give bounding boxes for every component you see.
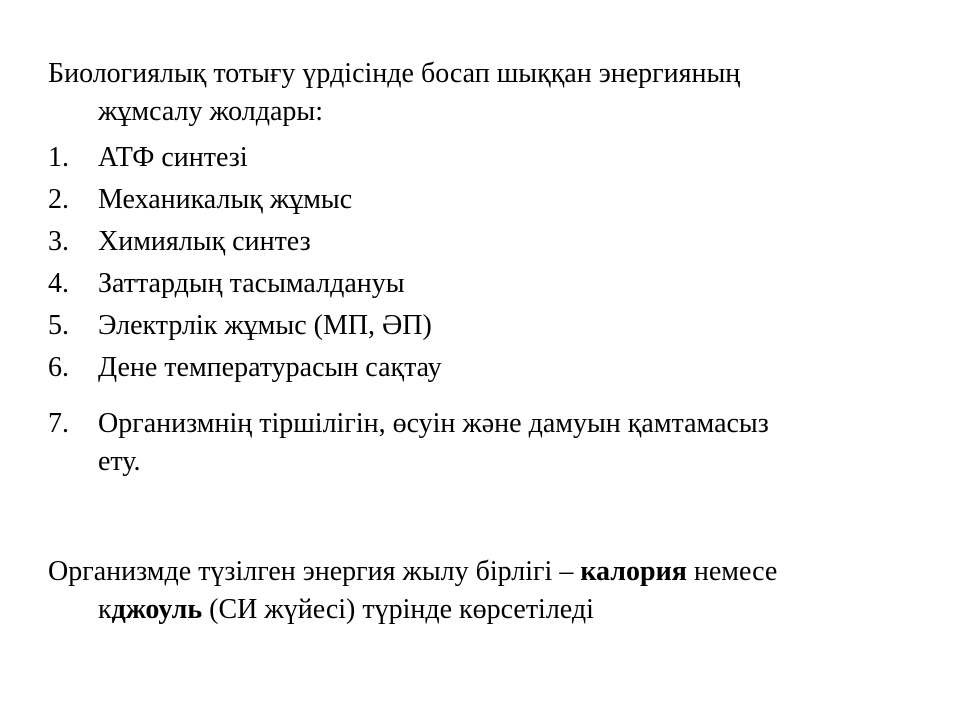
list-item-2 [48,181,908,219]
list-number: 4. [48,268,69,299]
list-number: 2. [48,184,69,215]
list-item-4 [48,265,908,303]
outro-text: немесе [686,556,778,587]
outro-text: Организмде түзілген энергия жылу бірлігі – [48,556,581,587]
list-item-3 [48,223,908,261]
list-text: Организмнің тіршілігін, өсуін және дамуын қамтамасыз [98,408,769,439]
list-text: Химиялық синтез [98,226,311,257]
list-number: 6. [48,352,69,383]
list-text: Механикалық жұмыс [98,184,353,215]
outro-text: к [98,594,112,625]
list-text: АТФ синтезі [98,142,248,173]
list-item-7 [48,405,908,481]
intro-line-2: жұмсалу жолдары: [98,96,323,127]
list-item-1 [48,139,908,177]
list-number: 3. [48,226,69,257]
list-text: Электрлік жұмыс (МП, ӘП) [98,310,432,341]
intro-paragraph [48,55,908,131]
intro-line-1: Биологиялық тотығу үрдісінде босап шыққан энергияның [48,58,741,89]
outro-line-2 [48,591,908,629]
term-joule: джоуль [111,594,203,625]
list-item-5 [48,307,908,345]
outro-paragraph [48,553,908,629]
list-text-continuation: ету. [98,446,141,477]
list-text: Дене температурасын сақтау [98,352,442,383]
list-item-6 [48,349,908,387]
list-number: 7. [48,408,69,439]
list-number: 1. [48,142,69,173]
outro-text: (СИ жүйесі) түрінде көрсетіледі [202,594,594,625]
outro-line-1 [48,556,777,587]
list-text: Заттардың тасымалдануы [98,268,405,299]
term-calorie: калория [580,556,687,587]
list-number: 5. [48,310,69,341]
